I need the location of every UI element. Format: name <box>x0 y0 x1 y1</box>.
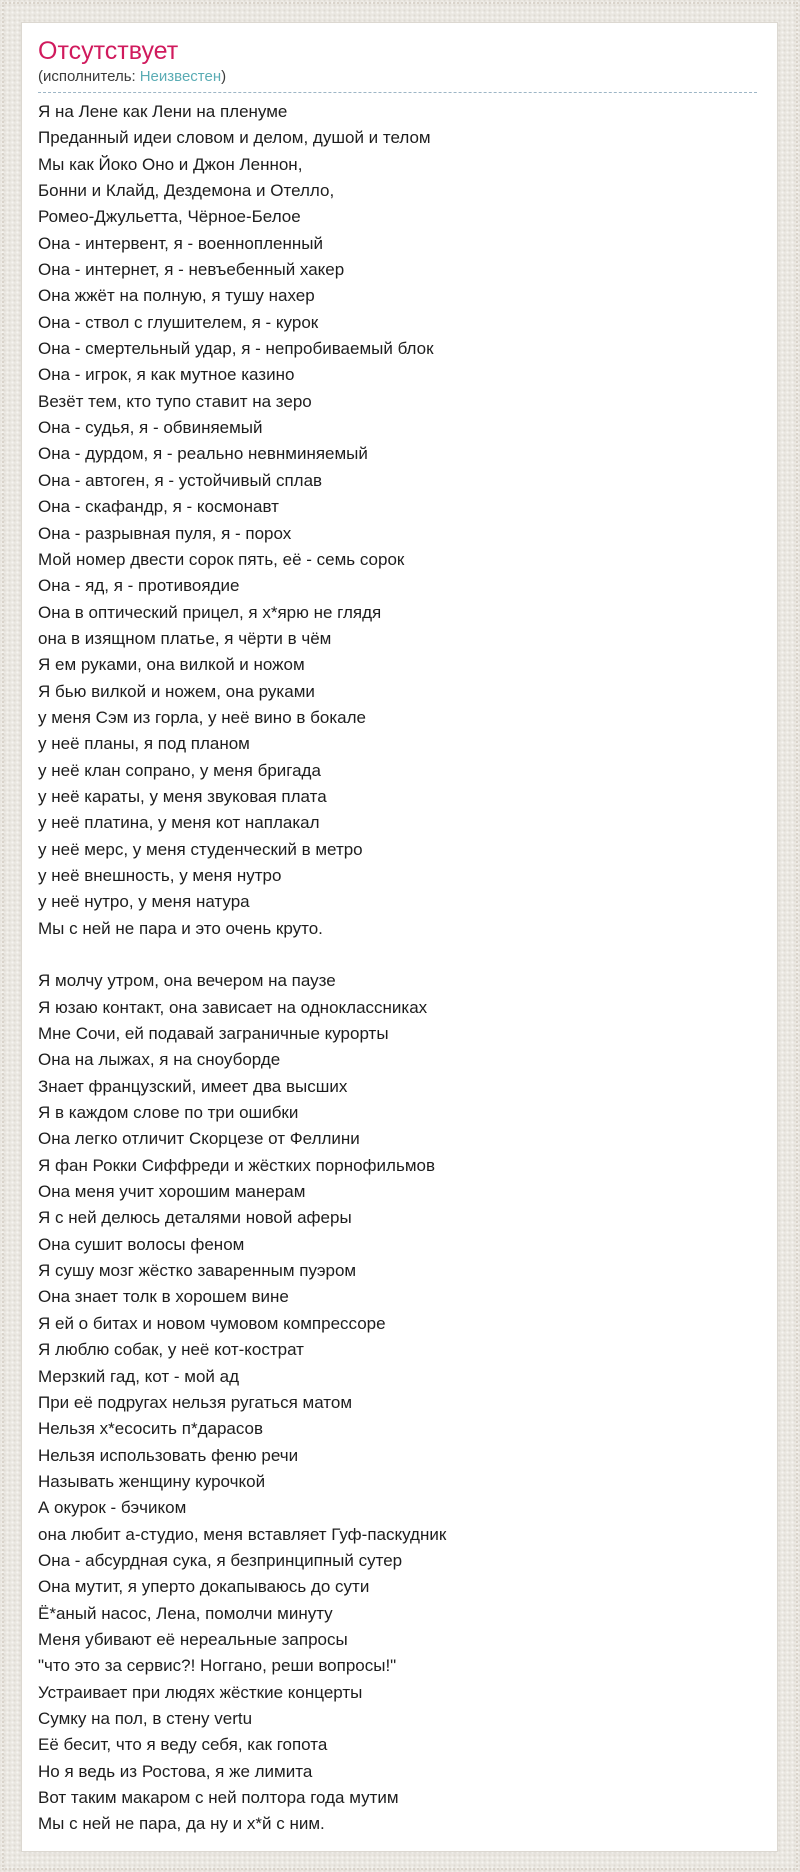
lyric-line: Её бесит, что я веду себя, как гопота <box>38 1735 328 1755</box>
lyric-line: Она - ствол с глушителем, я - курок <box>38 312 319 332</box>
lyric-line: Она меня учит хорошим манерам <box>38 1182 306 1202</box>
lyric-line: Нельзя использовать феню речи <box>38 1445 299 1465</box>
lyric-line: Я в каждом слове по три ошибки <box>38 1103 299 1123</box>
performer-label: (исполнитель: <box>38 68 136 85</box>
lyric-line: Она знает толк в хорошем вине <box>38 1287 289 1307</box>
lyric-line: Она - смертельный удар, я - непробиваемый блок <box>38 339 434 359</box>
lyric-line: Она сушит волосы феном <box>38 1234 245 1254</box>
lyric-line: Она - абсурдная сука, я безпринципный сутер <box>38 1550 403 1570</box>
lyric-line: Сумку на пол, в стену vertu <box>38 1708 253 1728</box>
lyric-line: Бонни и Клайд, Дездемона и Отелло, <box>38 181 335 201</box>
lyric-line: Она - судья, я - обвиняемый <box>38 418 263 438</box>
lyric-line: она любит а-студио, меня вставляет Гуф-паскудник <box>38 1524 447 1544</box>
performer-line <box>38 68 757 85</box>
lyric-line: "что это за сервис?! Ноггано, реши вопросы!" <box>38 1656 397 1676</box>
lyric-line: Я юзаю контакт, она зависает на одноклассниках <box>38 997 428 1017</box>
lyric-line: Называть женщину курочкой <box>38 1471 266 1491</box>
lyric-line: Но я ведь из Ростова, я же лимита <box>38 1761 313 1781</box>
lyric-line: она в изящном платье, я чёрти в чём <box>38 628 332 648</box>
lyric-line: Она легко отличит Скорцезе от Феллини <box>38 1129 360 1149</box>
lyric-line: Знает французский, имеет два высших <box>38 1076 348 1096</box>
lyric-line: Я ей о битах и новом чумовом компрессоре <box>38 1313 386 1333</box>
lyric-line: Мы с ней не пара и это очень круто. <box>38 918 323 938</box>
lyric-line: у неё мерс, у меня студенческий в метро <box>38 839 363 859</box>
lyric-line: Мне Сочи, ей подавай заграничные курорты <box>38 1024 389 1044</box>
lyric-line: А окурок - бэчиком <box>38 1498 187 1518</box>
lyric-line: Мой номер двести сорок пять, её - семь сорок <box>38 549 405 569</box>
lyric-line: Нельзя х*есосить п*дарасов <box>38 1419 264 1439</box>
lyric-line: у неё нутро, у меня натура <box>38 892 250 912</box>
lyric-line: Ё*аный насос, Лена, помолчи минуту <box>38 1603 333 1623</box>
lyric-line: Она - интернет, я - невъебенный хакер <box>38 260 345 280</box>
lyric-line: Она - автоген, я - устойчивый сплав <box>38 470 323 490</box>
lyric-line: Мы как Йоко Оно и Джон Леннон, <box>38 154 303 174</box>
lyric-line: Везёт тем, кто тупо ставит на зеро <box>38 391 312 411</box>
lyric-line: Я фан Рокки Сиффреди и жёстких порнофильмов <box>38 1155 435 1175</box>
song-header <box>38 37 757 93</box>
lyric-line: Она на лыжах, я на сноуборде <box>38 1050 281 1070</box>
lyric-line: Я сушу мозг жёстко заваренным пуэром <box>38 1261 357 1281</box>
lyric-line: Вот таким макаром с ней полтора года мутим <box>38 1788 399 1807</box>
lyric-line: Я с ней делюсь деталями новой аферы <box>38 1208 352 1228</box>
lyric-line: Она мутит, я уперто докапываюсь до сути <box>38 1577 370 1597</box>
lyric-line: у меня Сэм из горла, у неё вино в бокале <box>38 707 366 727</box>
lyric-line: у неё караты, у меня звуковая плата <box>38 786 327 806</box>
lyric-line: Она жжёт на полную, я тушу нахер <box>38 286 315 306</box>
performer-suffix: ) <box>221 68 227 85</box>
lyric-line: у неё платина, у меня кот наплакал <box>38 813 320 833</box>
lyric-line: Она в оптический прицел, я х*ярю не глядя <box>38 602 382 622</box>
lyric-line: Она - игрок, я как мутное казино <box>38 365 295 385</box>
lyric-line: у неё внешность, у меня нутро <box>38 865 282 885</box>
lyrics-card <box>21 22 778 1852</box>
lyric-line: Я молчу утром, она вечером на паузе <box>38 971 336 991</box>
lyric-line: Мерзкий гад, кот - мой ад <box>38 1366 240 1386</box>
lyric-line: При её подругах нельзя ругаться матом <box>38 1392 353 1412</box>
lyric-line: Я на Лене как Лени на пленуме <box>38 102 288 121</box>
lyric-line: Я люблю собак, у неё кот-кострат <box>38 1340 304 1360</box>
lyric-line: Она - разрывная пуля, я - порох <box>38 523 292 543</box>
lyric-line: Я ем руками, она вилкой и ножом <box>38 655 305 675</box>
lyric-line: у неё клан сопрано, у меня бригада <box>38 760 321 780</box>
lyric-line: Мы с ней не пара, да ну и х*й с ним. <box>38 1814 325 1834</box>
lyric-line: Устраивает при людях жёсткие концерты <box>38 1682 363 1702</box>
lyrics-text <box>38 99 757 1838</box>
verse <box>38 968 757 1837</box>
lyric-line: Она - интервент, я - военнопленный <box>38 233 323 253</box>
lyric-line: Я бью вилкой и ножем, она руками <box>38 681 315 701</box>
lyric-line: у неё планы, я под планом <box>38 734 250 754</box>
lyric-line: Ромео-Джульетта, Чёрное-Белое <box>38 207 301 227</box>
verse <box>38 99 757 942</box>
artist-link[interactable]: Неизвестен <box>139 68 222 85</box>
lyric-line: Она - яд, я - противоядие <box>38 576 240 596</box>
lyric-line: Она - дурдом, я - реально невнминяемый <box>38 444 368 464</box>
lyric-line: Преданный идеи словом и делом, душой и телом <box>38 128 431 148</box>
song-title: Отсутствует <box>38 37 179 65</box>
lyric-line: Меня убивают её нереальные запросы <box>38 1629 348 1649</box>
lyric-line: Она - скафандр, я - космонавт <box>38 497 279 517</box>
